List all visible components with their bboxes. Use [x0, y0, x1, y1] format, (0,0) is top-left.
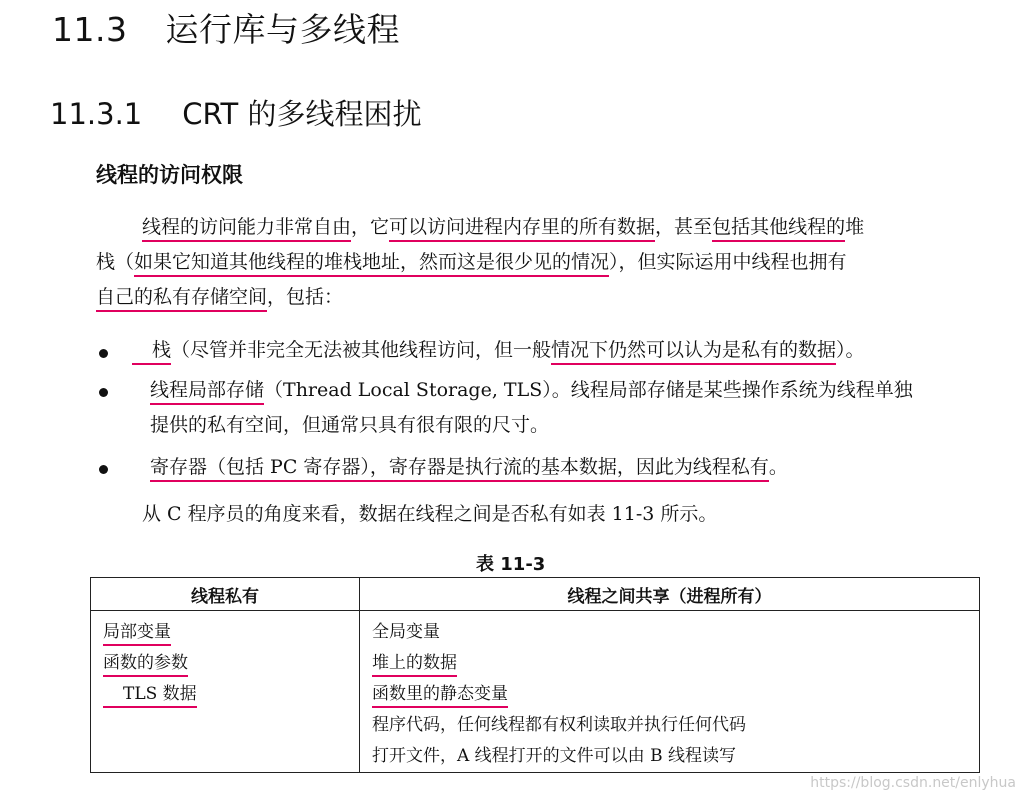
- text-span: （尽管并非完全无法被其他线程访问，但一般: [171, 339, 552, 361]
- table-cell: 打开文件，A 线程打开的文件可以由 B 线程读写: [372, 746, 736, 766]
- underline-span: 自己的私有存储空间: [96, 286, 267, 312]
- intro-line-2: [96, 246, 847, 279]
- section-title: [52, 4, 400, 51]
- bullet-dot: [99, 465, 108, 474]
- bullet-item-tls-line2: 提供的私有空间，但通常只具有很有限的尺寸。: [150, 414, 550, 436]
- table-cell: 局部变量: [103, 622, 171, 646]
- shared-column: [360, 611, 980, 773]
- bullet-item-tls: [150, 374, 913, 407]
- table-cell: TLS 数据: [103, 684, 197, 708]
- bullet-item-register: [150, 451, 788, 484]
- underline-span: 栈: [132, 339, 171, 365]
- bullet-dot: [99, 349, 108, 358]
- table-cell: 函数的参数: [103, 653, 188, 677]
- intro-line-3: [96, 281, 343, 314]
- subsection-title-text: CRT 的多线程困扰: [182, 97, 422, 131]
- underline-span: 线程局部存储: [150, 379, 264, 405]
- text-span: （Thread Local Storage, TLS）。线程局部存储是某些操作系统为线程单独: [264, 379, 913, 401]
- intro-line-1: [142, 211, 864, 244]
- private-column: [91, 611, 360, 773]
- text-span: ，甚至: [655, 216, 713, 238]
- text-span: 栈（: [96, 251, 135, 273]
- text-span: ）。: [836, 339, 865, 361]
- underline-span: 可以访问进程内存里的所有数据: [389, 216, 655, 242]
- text-span: ，包括：: [267, 286, 344, 308]
- section-number: 11.3: [52, 10, 128, 49]
- table-cell: 全局变量: [372, 622, 440, 642]
- underline-span: 如果它知道其他线程的堆栈地址，然而这是很少见的情况: [134, 251, 609, 277]
- subsection-number: 11.3.1: [50, 97, 143, 131]
- subsection-title: [50, 92, 421, 133]
- watermark: https://blog.csdn.net/enlyhua: [810, 775, 1016, 791]
- text-span: ），但实际运用中线程也拥有: [609, 251, 847, 273]
- underline-span: 情况下仍然可以认为是私有的数据: [551, 339, 836, 365]
- text-span: 。: [768, 456, 788, 478]
- underline-span: 包括其他线程的: [712, 216, 845, 242]
- paragraph-heading: 线程的访问权限: [96, 163, 243, 187]
- underline-span: 寄存器（包括 PC 寄存器），寄存器是执行流的基本数据，因此为线程私有: [150, 456, 769, 482]
- section-title-text: 运行库与多线程: [165, 10, 400, 49]
- table-header-private: 线程私有: [91, 578, 360, 611]
- underline-span: 线程的访问能力非常自由: [142, 216, 351, 242]
- table-cell: 程序代码，任何线程都有权利读取并执行任何代码: [372, 715, 746, 735]
- table-cell: 堆上的数据: [372, 653, 457, 677]
- text-span: ，它: [351, 216, 390, 238]
- summary-line: 从 C 程序员的角度来看，数据在线程之间是否私有如表 11-3 所示。: [142, 503, 718, 525]
- table-header-shared: 线程之间共享（进程所有）: [360, 578, 980, 611]
- table-cell: 函数里的静态变量: [372, 684, 508, 708]
- bullet-item-stack: [132, 334, 865, 367]
- data-table: [90, 577, 980, 773]
- table-title: 表 11-3: [476, 554, 546, 575]
- bullet-dot: [99, 388, 108, 397]
- text-span: 堆: [845, 216, 865, 238]
